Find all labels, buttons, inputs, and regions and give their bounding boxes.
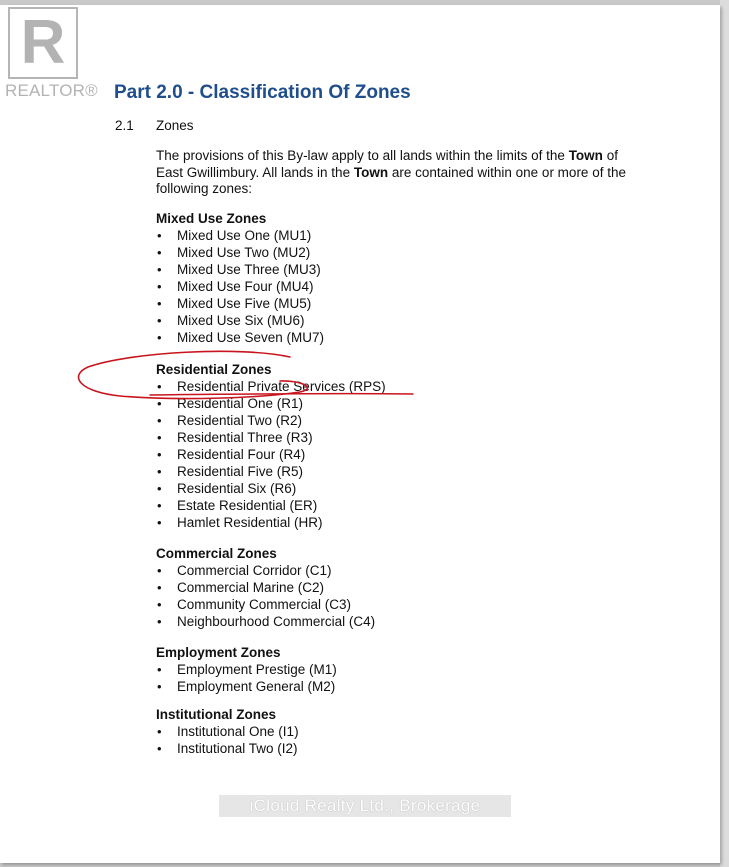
list-item: • Estate Residential (ER) <box>156 497 386 514</box>
list-item: • Residential Private Services (RPS) <box>156 378 386 395</box>
list-item: • Mixed Use One (MU1) <box>156 227 324 244</box>
group-heading: Commercial Zones <box>156 546 277 561</box>
list-item: • Commercial Corridor (C1) <box>156 562 375 579</box>
intro-text-2: of East Gwillimbury. All lands in the <box>156 148 618 180</box>
intro-bold-1: Town <box>568 148 603 163</box>
page-title: Part 2.0 - Classification Of Zones <box>114 82 411 103</box>
list-item: • Residential Four (R4) <box>156 446 386 463</box>
list-item: • Residential One (R1) <box>156 395 386 412</box>
zone-group-employment <box>156 644 337 695</box>
list-item: • Mixed Use Two (MU2) <box>156 244 324 261</box>
list-item: • Residential Two (R2) <box>156 412 386 429</box>
list-item: • Hamlet Residential (HR) <box>156 514 386 531</box>
list-item: • Mixed Use Four (MU4) <box>156 278 324 295</box>
section-title: Zones <box>156 118 194 133</box>
group-heading: Employment Zones <box>156 645 281 660</box>
group-heading: Institutional Zones <box>156 707 276 722</box>
zone-group-residential <box>156 361 386 531</box>
list-item: • Mixed Use Three (MU3) <box>156 261 324 278</box>
intro-text-3: are contained within one or more of the following zones: <box>156 164 626 196</box>
list-item: • Institutional Two (I2) <box>156 740 299 757</box>
zone-list <box>156 562 375 630</box>
section-number: 2.1 <box>115 118 134 133</box>
list-item: • Institutional One (I1) <box>156 723 299 740</box>
zone-list <box>156 378 386 531</box>
intro-paragraph <box>156 148 626 198</box>
list-item: • Neighbourhood Commercial (C4) <box>156 613 375 630</box>
list-item: • Commercial Marine (C2) <box>156 579 375 596</box>
zone-group-institutional <box>156 706 299 757</box>
zone-group-mixed-use <box>156 210 324 346</box>
realtor-logo-text: REALTOR® <box>5 81 98 100</box>
list-item: • Residential Five (R5) <box>156 463 386 480</box>
group-heading: Residential Zones <box>156 362 272 377</box>
zone-list <box>156 227 324 346</box>
zone-group-commercial <box>156 545 375 630</box>
list-item: • Employment Prestige (M1) <box>156 661 337 678</box>
intro-text-1: The provisions of this By-law apply to all lands within the limits of the <box>156 148 569 163</box>
page-margin-strip <box>720 0 729 867</box>
list-item: • Mixed Use Six (MU6) <box>156 312 324 329</box>
list-item: • Community Commercial (C3) <box>156 596 375 613</box>
list-item: • Mixed Use Seven (MU7) <box>156 329 324 346</box>
list-item: • Mixed Use Five (MU5) <box>156 295 324 312</box>
brokerage-watermark: iCloud Realty Ltd., Brokerage <box>219 795 511 817</box>
group-heading: Mixed Use Zones <box>156 211 267 226</box>
zone-list <box>156 723 299 757</box>
list-item: • Residential Six (R6) <box>156 480 386 497</box>
intro-bold-2: Town <box>353 164 389 180</box>
list-item: • Employment General (M2) <box>156 678 337 695</box>
realtor-logo-mark: R <box>20 8 66 77</box>
realtor-logo-icon <box>8 7 78 79</box>
zone-list <box>156 661 337 695</box>
list-item: • Residential Three (R3) <box>156 429 386 446</box>
